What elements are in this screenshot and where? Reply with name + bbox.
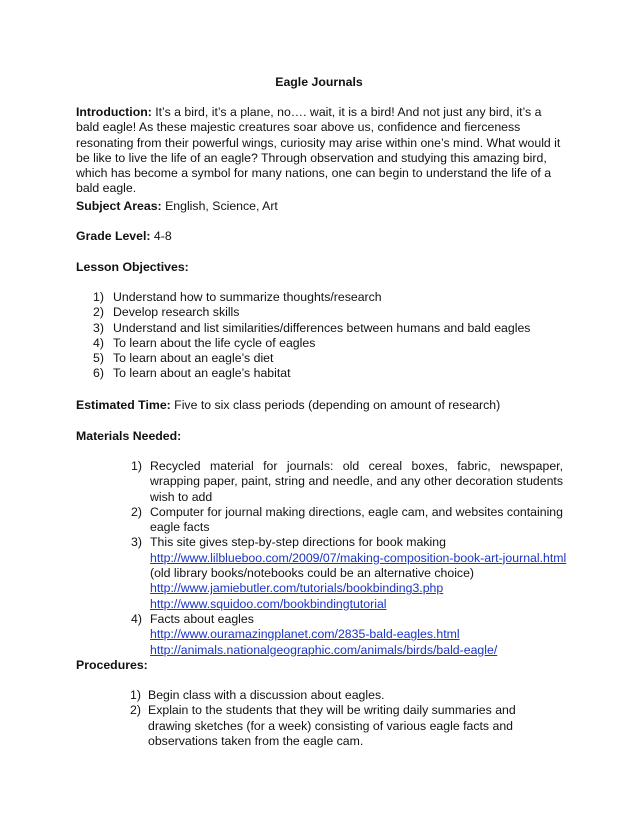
procedures-heading: Procedures: — [76, 658, 148, 672]
grade-level-value: 4-8 — [150, 229, 172, 243]
list-item — [93, 290, 563, 305]
grade-level-line — [76, 229, 566, 244]
list-text: Develop research skills — [113, 305, 240, 320]
list-text: Computer for journal making directions, eagle cam, and websites containing eagle facts — [150, 504, 563, 535]
list-number: 5) — [93, 351, 104, 366]
list-text: Understand and list similarities/differences between humans and bald eagles — [113, 320, 531, 335]
document-title: Eagle Journals — [275, 75, 363, 89]
list-text: To learn about an eagle’s habitat — [113, 366, 291, 381]
list-number: 6) — [93, 366, 104, 381]
squidoo-bookbinding-link[interactable]: http://www.squidoo.com/bookbindingtutorial — [150, 596, 387, 611]
list-number: 4) — [93, 335, 104, 350]
list-text: To learn about the life cycle of eagles — [113, 335, 316, 350]
subject-areas-line — [76, 199, 566, 214]
list-text: To learn about an eagle’s diet — [113, 351, 274, 366]
estimated-time-label: Estimated Time: — [76, 398, 171, 412]
introduction-text: It’s a bird, it’s a plane, no…. wait, it is a bird! And not just any bird, it’s a bald eagle! As these majestic creatures soar above us, confidence and fierceness resonating from their powerful wings, curiosity may arise within one’s mind. What would it be like to live the life of an eagle? Through observation and studying this amazing bird, which has become a symbol for many nations, one can begin to understand the life of a bald eagle. — [76, 105, 561, 196]
materials-heading: Materials Needed: — [76, 429, 182, 443]
list-text: Begin class with a discussion about eagles. — [148, 688, 385, 702]
grade-level-label: Grade Level: — [76, 229, 151, 243]
list-text: Recycled material for journals: old cereal boxes, fabric, newspaper, wrapping paper, paint, string and needle, and any other decoration students wish to add — [150, 459, 563, 504]
list-number: 1) — [130, 688, 141, 702]
materials-list — [131, 459, 567, 658]
lesson-objectives-list — [93, 290, 563, 382]
lesson-objectives-heading: Lesson Objectives: — [76, 260, 189, 274]
list-item — [93, 321, 563, 336]
subject-areas-value: English, Science, Art — [161, 199, 278, 213]
list-number: 2) — [93, 305, 104, 320]
introduction-label: Introduction: — [76, 105, 152, 119]
list-text: Explain to the students that they will be writing daily summaries and drawing sketches (for a week) consisting of various eagle facts and observations taken from the eagle cam. — [148, 703, 516, 748]
list-item — [93, 366, 563, 381]
list-item — [130, 688, 550, 703]
national-geographic-link[interactable]: http://animals.nationalgeographic.com/animals/birds/bald-eagle/ — [150, 642, 498, 657]
list-number: 4) — [131, 611, 142, 626]
list-item — [131, 535, 567, 611]
list-item — [131, 459, 563, 505]
introduction-paragraph — [76, 105, 566, 197]
alternative-note: (old library books/notebooks could be an alternative choice) — [150, 566, 475, 581]
subject-areas-label: Subject Areas: — [76, 199, 162, 213]
procedures-list — [130, 688, 550, 749]
list-item — [131, 505, 563, 536]
list-item — [130, 703, 550, 749]
list-number: 2) — [130, 703, 141, 718]
list-text: This site gives step-by-step directions for book making — [150, 535, 446, 550]
bookbinding3-link[interactable]: http://www.jamiebutler.com/tutorials/bookbinding3.php — [150, 581, 444, 596]
list-number: 3) — [131, 535, 142, 550]
book-art-journal-link[interactable]: http://www.lilblueboo.com/2009/07/making-composition-book-art-journal.html — [150, 550, 567, 565]
list-item — [131, 612, 563, 658]
bald-eagles-link[interactable]: http://www.ouramazingplanet.com/2835-bald-eagles.html — [150, 627, 460, 642]
list-number: 3) — [93, 320, 104, 335]
list-text: Facts about eagles — [150, 611, 254, 626]
list-number: 1) — [131, 459, 142, 473]
list-item — [93, 351, 563, 366]
list-item — [93, 305, 563, 320]
list-item — [93, 336, 563, 351]
estimated-time-line — [76, 398, 566, 413]
list-number: 1) — [93, 290, 104, 304]
list-number: 2) — [131, 504, 142, 519]
estimated-time-value: Five to six class periods (depending on amount of research) — [170, 398, 501, 412]
list-text: Understand how to summarize thoughts/research — [113, 290, 382, 304]
